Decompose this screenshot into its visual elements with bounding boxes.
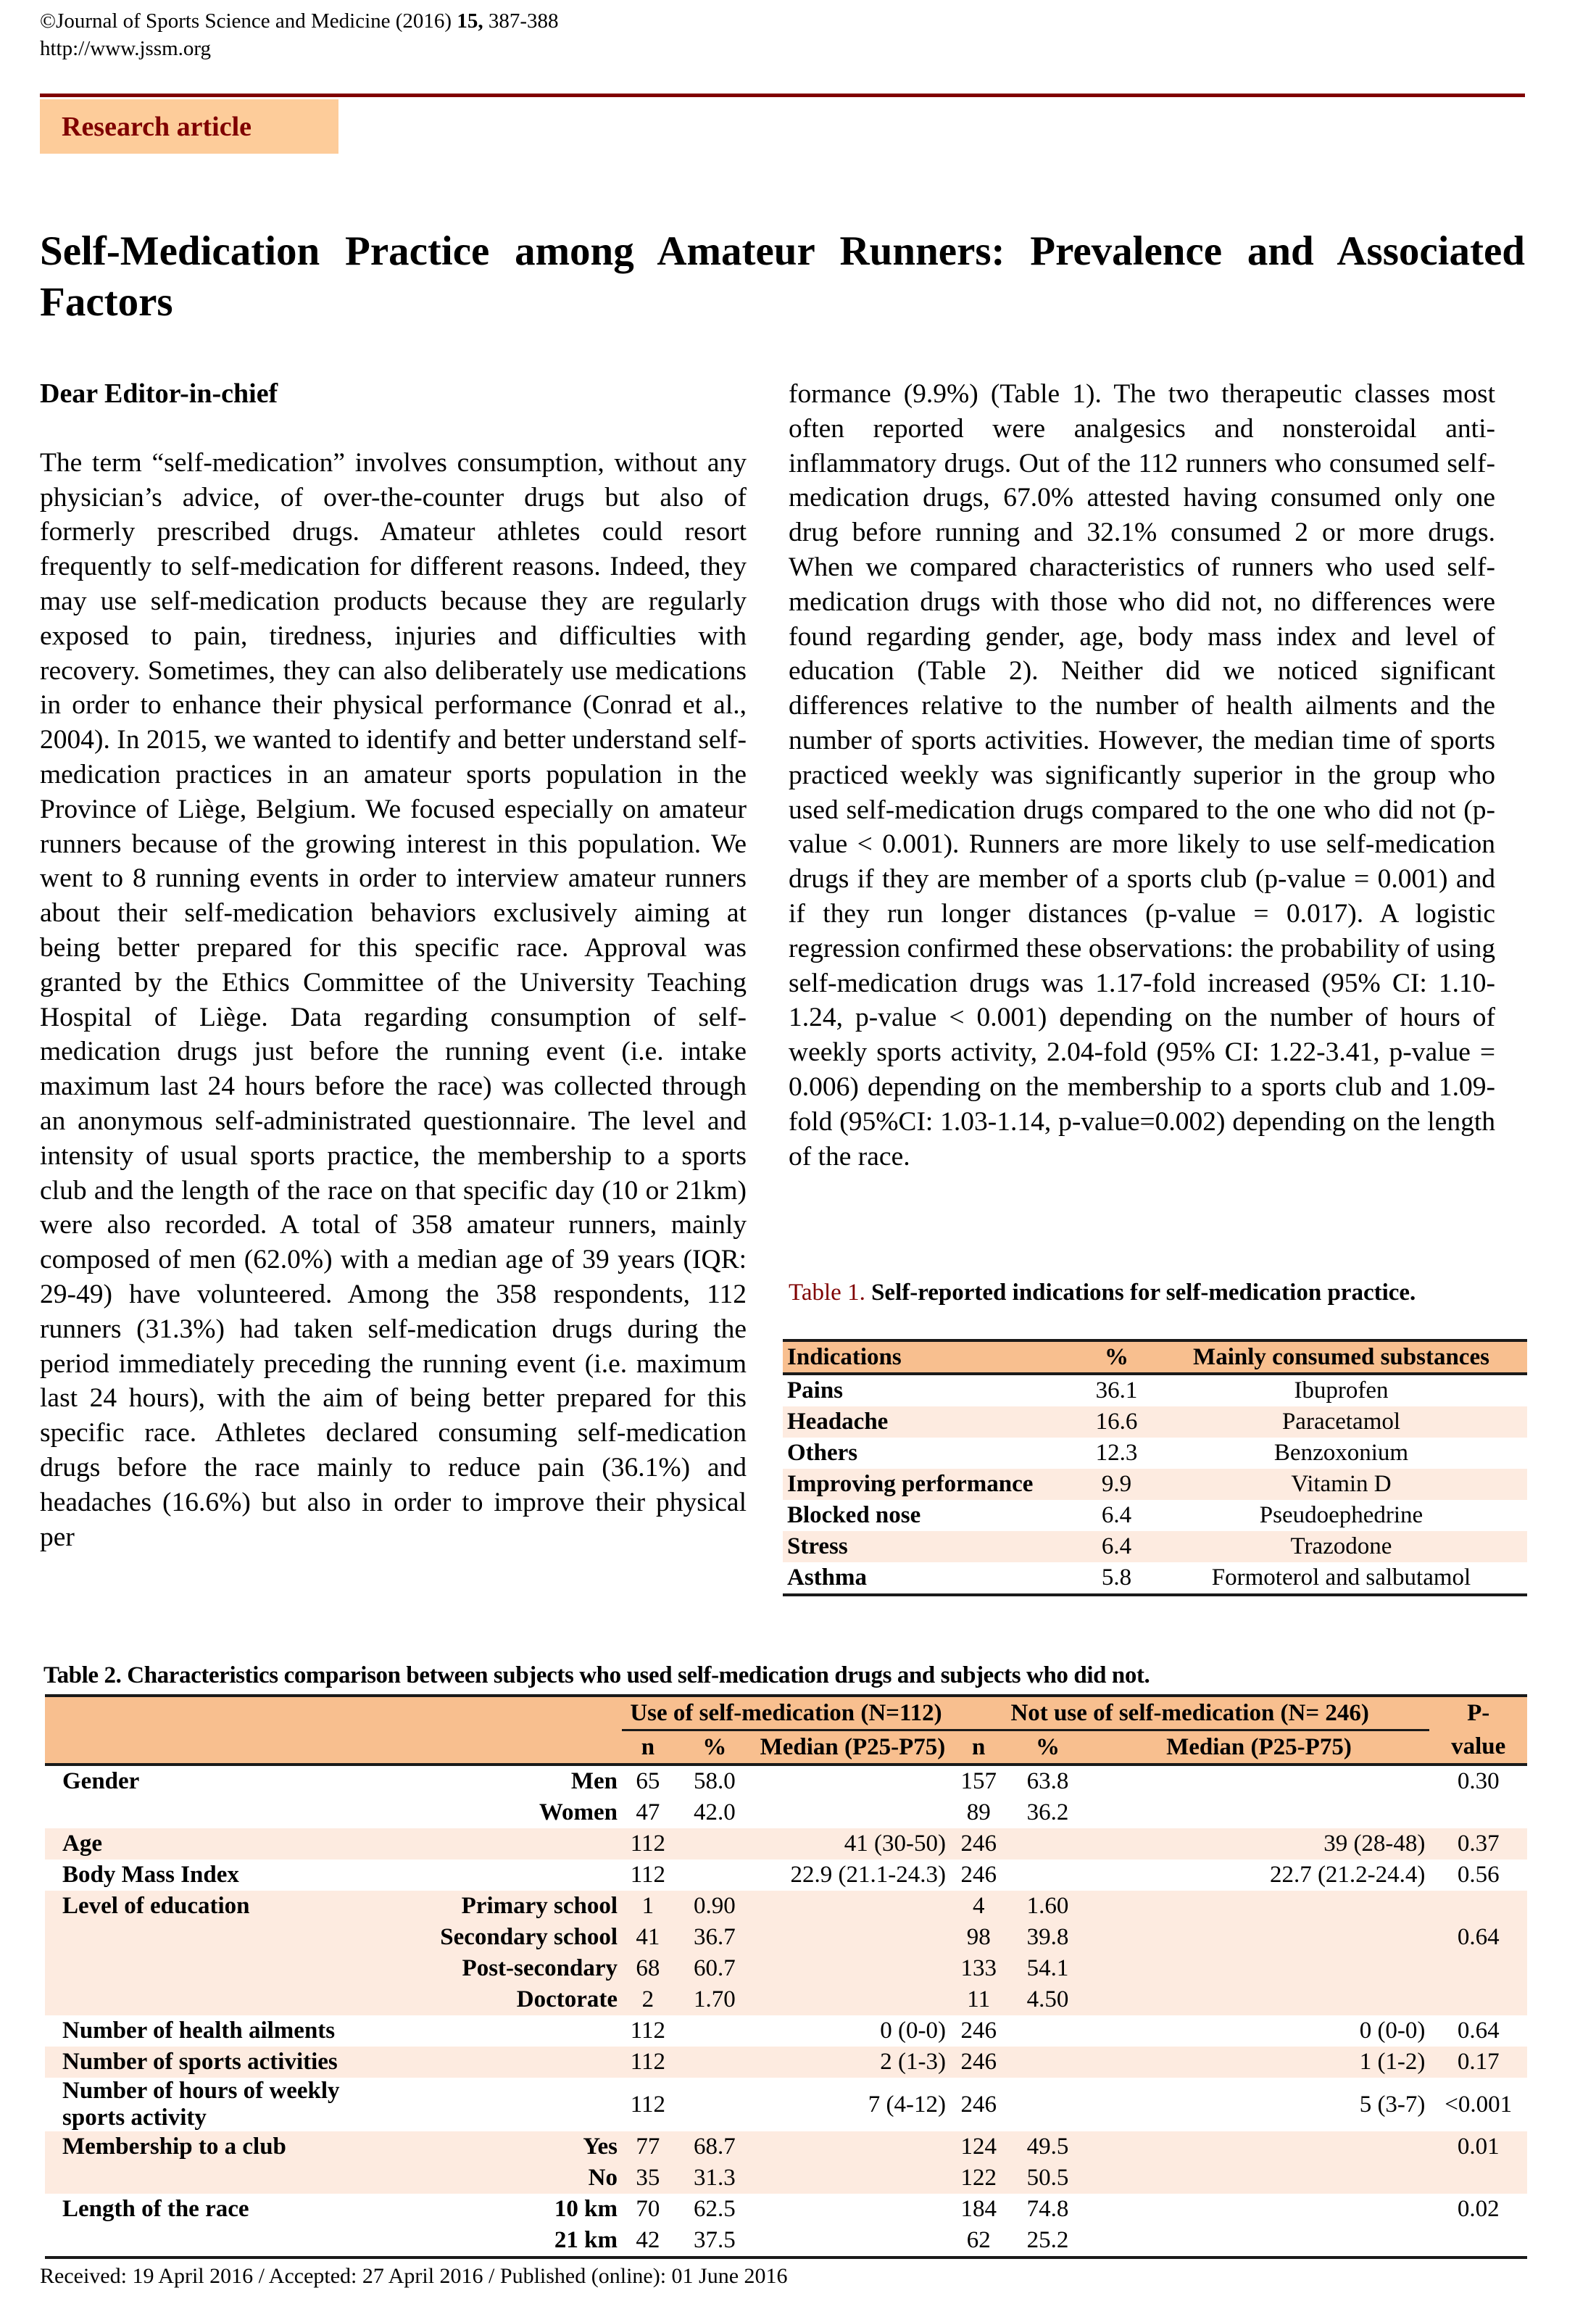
table-row: 21 km 42 37.5 62 25.2 [45,2225,1527,2258]
table2-group-header-row [45,1696,1527,1730]
body-paragraph-left: The term “self-medication” involves consumption, without any physician’s advice, of over-the-counter drugs but also of formerly prescribed drugs. Amateur athletes could resort frequently to self-medication for different reasons. Indeed, they may use self-medication products because they are regularly exposed to pain, tiredness, injuries and difficulties with recovery. Sometimes, they can also deliberately use medications in order to enhance their physical performance (Conrad et al., 2004). In 2015, we wanted to identify and better understand self-medication practices in an amateur sports population in the Province of Liège, Belgium. We focused especially on amateur runners because of the growing interest in this population. We went to 8 running events in order to interview amateur runners about their self-medication behaviors exclusively aiming at being better prepared for this specific race. Approval was granted by the Ethics Committee of the University Teaching Hospital of Liège. Data regarding consumption of self-medication drugs just before the running event (i.e. intake maximum last 24 hours before the race) was collected through an anonymous self-administrated questionnaire. The level and intensity of usual sports practice, the membership to a sports club and the length of the race on that specific day (10 or 21km) were also recorded. A total of 358 amateur runners, mainly composed of men (62.0%) with a median age of 39 years (IQR: 29-49) have volunteered. Among the 358 respondents, 112 runners (31.3%) had taken self-medication drugs during the period immediately preceding the running event (i.e. maximum last 24 hours), with the aim of being better prepared for this specific race. Athletes declared consuming self-medication drugs before the race mainly to reduce pain (36.1%) and headaches (16.6%) but also in order to improve their physical per [40,447,747,1552]
table-row: Body Mass Index 112 22.9 (21.1-24.3) 246 22.7 (21.2-24.4) 0.56 [62,1862,1500,1888]
table1-header-row [783,1340,1527,1374]
article-title: Self-Medication Practice among Amateur Runners: Prevalence and Associated Factors [40,228,1525,325]
table-row: Length of the race 10 km 70 62.5 184 74.8 0.02 [62,2196,1500,2222]
publication-dates: Received: 19 April 2016 / Accepted: 27 April 2016 / Published (online): 01 June 2016 [40,2264,788,2288]
journal-url[interactable]: http://www.jssm.org [40,37,212,60]
table-row: Doctorate 2 1.70 11 4.50 [45,1984,1527,2015]
table-row: Level of education Primary school 1 0.90 4 1.60 [45,1891,1527,1922]
journal-header [40,7,559,62]
table-row: Membership to a club Yes 77 68.7 124 49.5 0.01 [45,2131,1527,2163]
table1-col-percent: % [1078,1340,1155,1374]
table-row: Number of sports activities 112 2 (1-3) 246 1 (1-2) 0.17 [45,2047,1527,2078]
table-row: Number of health ailments 112 0 (0-0) 246 0 (0-0) 0.64 [62,2018,1500,2044]
table-row: Secondary school 41 36.7 98 39.8 0.64 [45,1922,1527,1953]
table-row: Blocked nose 6.4 Pseudoephedrine [787,1502,1423,1528]
table-row: Number of hours of weekly sports activity 112 7 (4-12) 246 5 (3-7) <0.001 [62,2078,1513,2131]
table1 [783,1339,1527,1596]
article-type-badge [40,99,338,154]
table-row: Improving performance 9.9 Vitamin D [783,1469,1527,1500]
table-row: Others 12.3 Benzoxonium [787,1440,1409,1466]
table1-col-indications: Indications [783,1340,1078,1374]
table1-caption: Table 1. Self-reported indications for self-medication practice. [789,1280,1416,1306]
table2-caption: Table 2. Characteristics comparison between subjects who used self-medication drugs and subjects who did not. [43,1662,1150,1688]
table2-group-not-used: Not use of self-medication (N= 246) [950,1696,1429,1730]
table2-pvalue-header-top: P- [1429,1696,1527,1730]
body-column-left [40,377,747,1554]
journal-citation: ©Journal of Sports Science and Medicine (2016) 15, 387-388 [40,9,559,33]
table-row: Asthma 5.8 Formoterol and salbutamol [783,1562,1527,1595]
table-row: Age 112 41 (30-50) 246 39 (28-48) 0.37 [45,1828,1527,1860]
table-row: Women 47 42.0 89 36.2 [539,1799,1069,1825]
table2-sub-header-row: n % Median (P25-P75) n % Median (P25-P75) value [45,1730,1527,1765]
table-row: Post-secondary 68 60.7 133 54.1 [45,1953,1527,1984]
article-type-label: Research article [62,112,252,142]
table-row: Pains 36.1 Ibuprofen [787,1377,1389,1404]
table2-body [45,1765,1527,2258]
table-row: No 35 31.3 122 50.5 [45,2163,1527,2194]
header-rule [40,94,1525,97]
table-row: Gender Men 65 58.0 157 63.8 0.30 [62,1768,1500,1794]
table1-col-substances: Mainly consumed substances [1155,1340,1527,1374]
table2-group-used: Use of self-medication (N=112) [622,1696,950,1730]
table2 [45,1694,1527,2259]
table-row: Stress 6.4 Trazodone [783,1531,1527,1562]
table1-label: Table 1. [789,1280,865,1306]
body-column-right [789,377,1495,1174]
salutation: Dear Editor-in-chief [40,378,278,409]
table-row: Headache 16.6 Paracetamol [783,1406,1527,1438]
body-paragraph-right: formance (9.9%) (Table 1). The two therapeutic classes most often reported were analgesics and nonsteroidal anti-inflammatory drugs. Out of the 112 runners who consumed self-medication drugs, 67.0% attested having consumed only one drug before running and 32.1% consumed 2 or more drugs. When we compared characteristics of runners who used self-medication drugs with those who did not, no differences were found regarding gender, age, body mass index and level of education (Table 2). Neither did we noticed significant differences relative to the number of health ailments and the number of sports activities. However, the median time of sports practiced weekly was significantly superior in the group who used self-medication drugs compared to the one who did not (p-value < 0.001). Runners are more likely to use self-medication drugs if they are member of a sports club (p-value = 0.001) and if they run longer distances (p-value = 0.017). A logistic regression confirmed these observations: the probability of using self-medication drugs was 1.17-fold increased (95% CI: 1.10-1.24, p-value < 0.001) depending on the number of hours of weekly sports activity, 2.04-fold (95% CI: 1.22-3.41, p-value = 0.006) depending on the membership to a sports club and 1.09-fold (95%CI: 1.03-1.14, p-value=0.002) depending on the length of the race. [789,379,1495,1172]
